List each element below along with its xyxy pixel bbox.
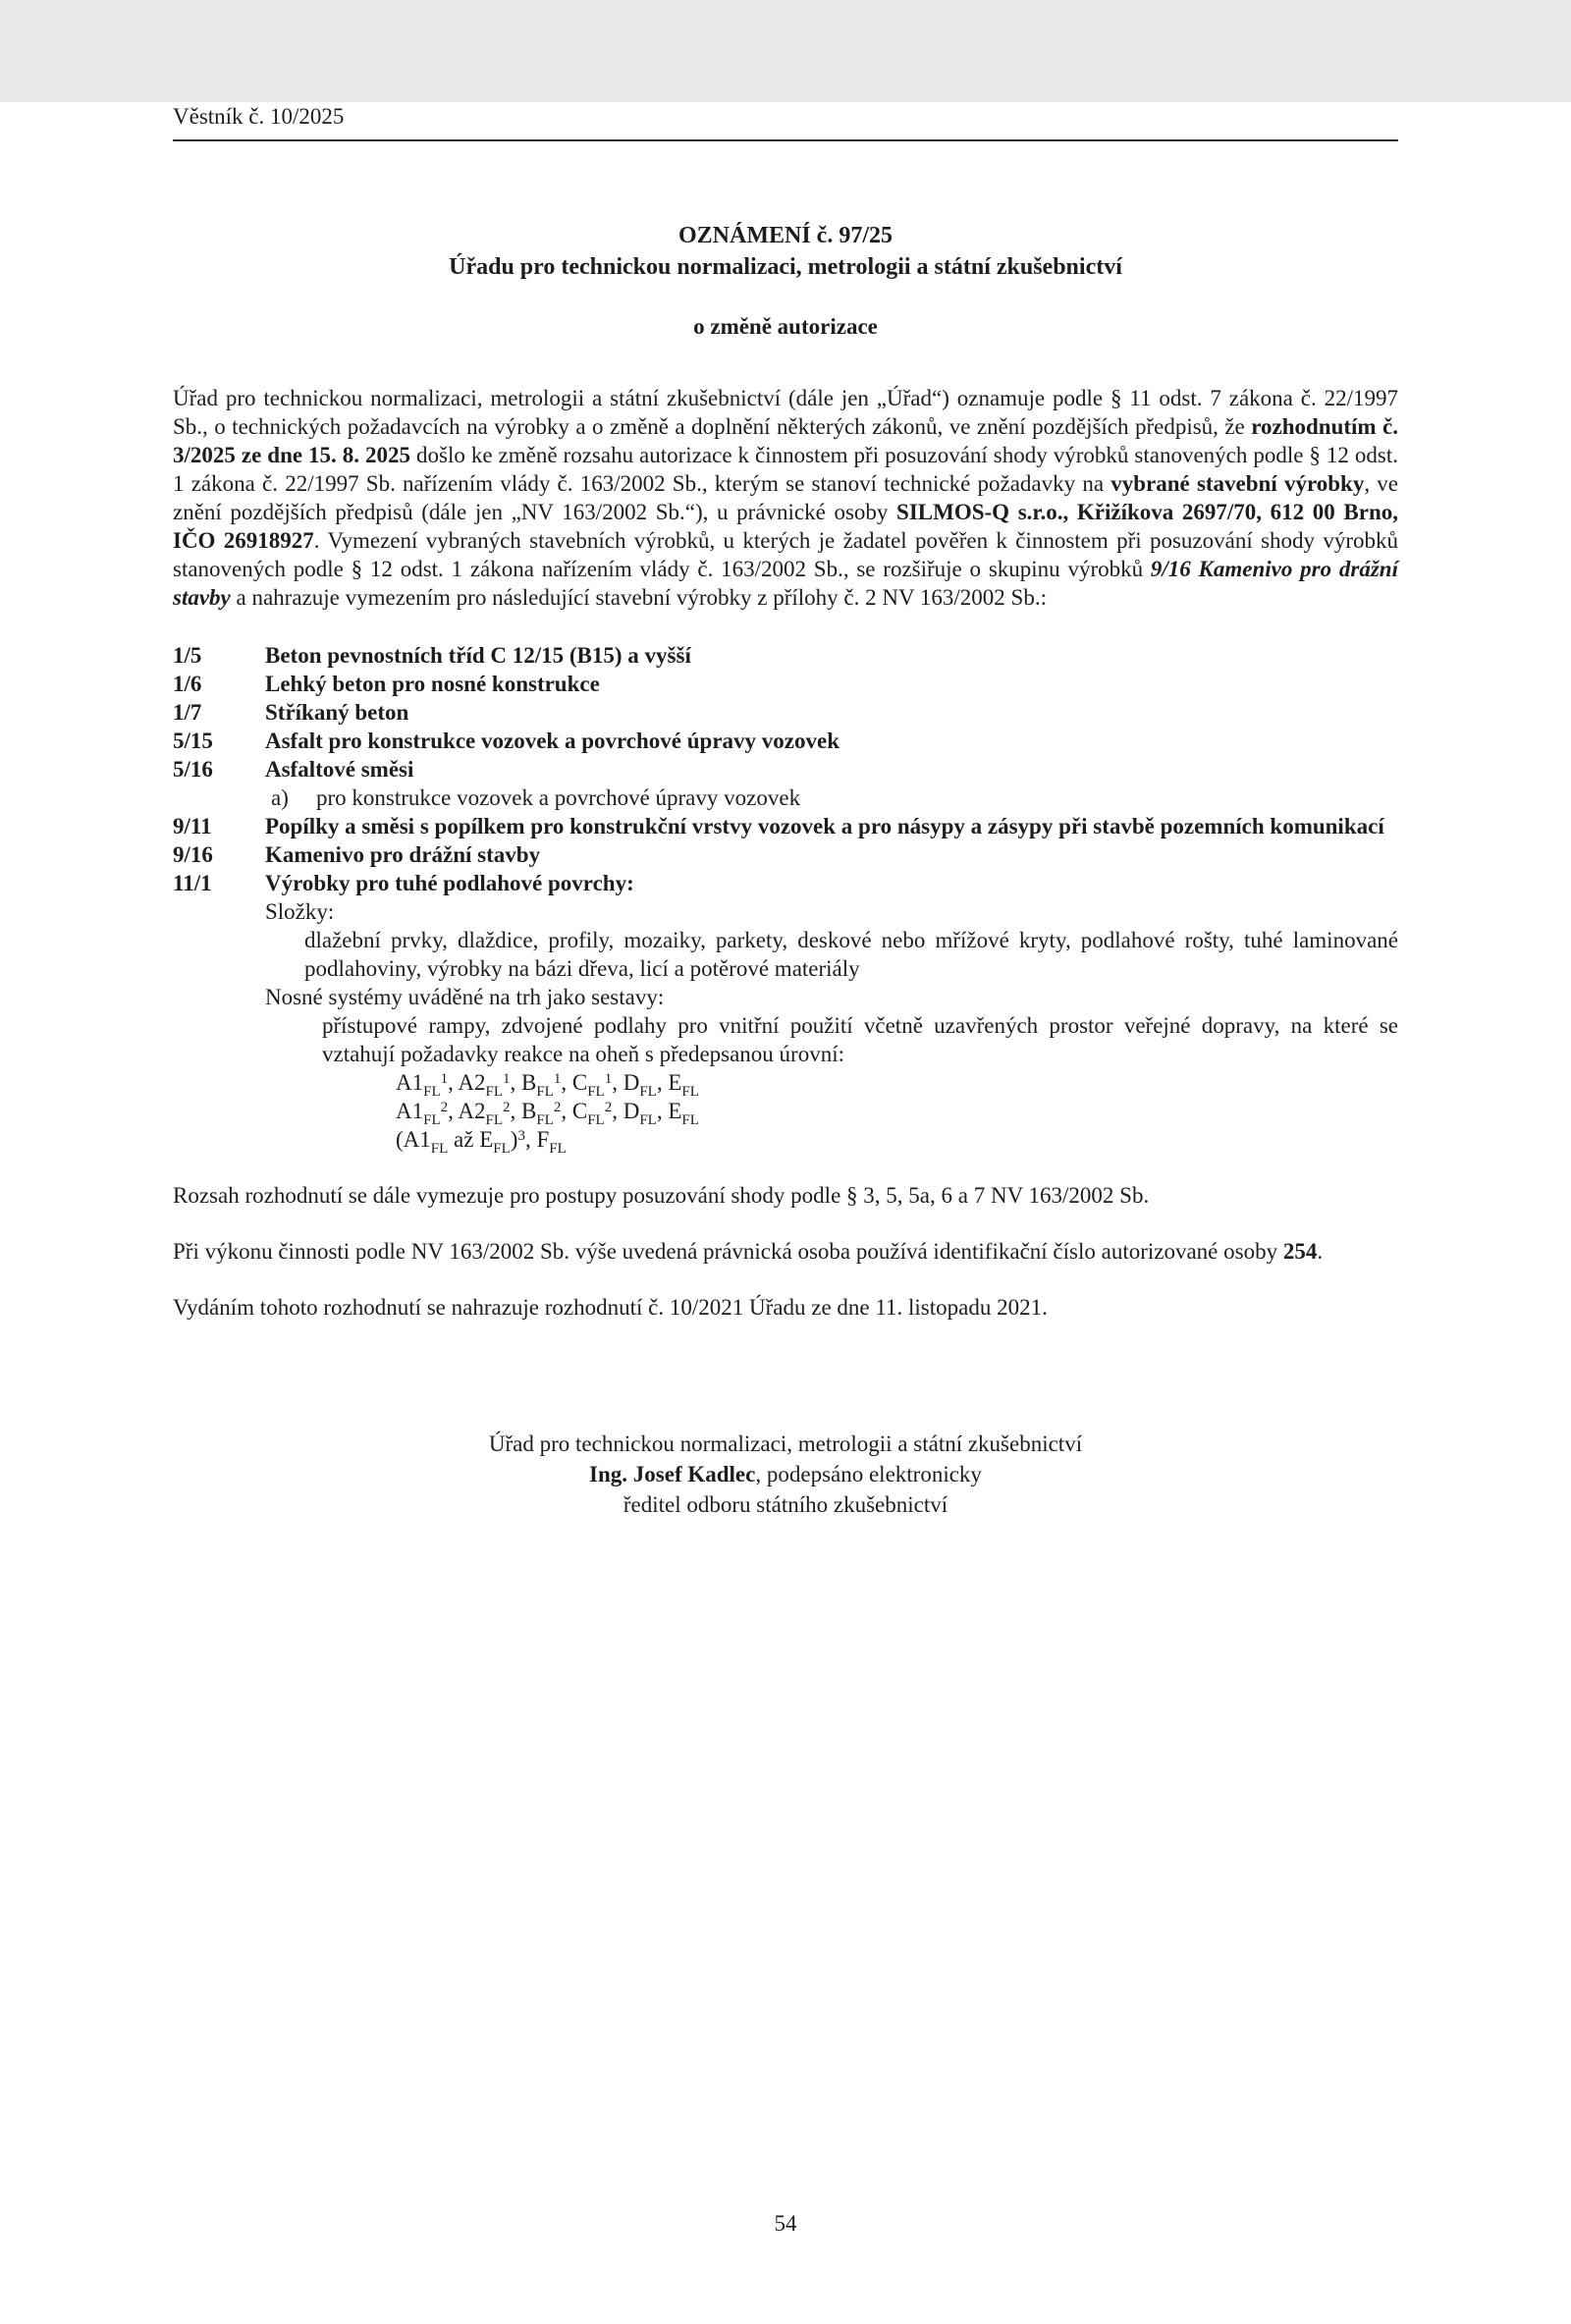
item-label: Asfaltové směsi — [265, 757, 414, 782]
item-11-1-details — [265, 897, 1398, 1157]
list-item — [173, 755, 1398, 784]
signature-block — [173, 1429, 1398, 1520]
list-item — [173, 869, 1398, 897]
systems-label: Nosné systémy uváděné na trh jako sestavy: — [265, 985, 665, 1009]
item-label: Kamenivo pro drážní stavby — [265, 842, 541, 867]
systems-text: přístupové rampy, zdvojené podlahy pro vnitřní použití včetně uzavřených prostor veřejné dopravy, na které se vztahují požadavky reakce na oheň s předepsanou úrovní: — [322, 1013, 1398, 1066]
list-item — [173, 641, 1398, 670]
item-number: 5/16 — [173, 757, 213, 782]
list-item — [173, 727, 1398, 755]
components-label: Složky: — [265, 899, 335, 924]
fire-class-line: $A1_{FL}^2$, $A2_{FL}^2$, $B_{FL}^2$, $C_{FL}^2$, $D_{FL}$, $E_{FL}$ — [396, 1099, 699, 1128]
notice-number: OZNÁMENÍ č. 97/25 — [678, 223, 893, 248]
journal-title: Věstník č. 10/2025 — [173, 104, 345, 129]
item-number: 1/7 — [173, 700, 202, 725]
signature-name-line: Ing. Josef Kadlec, podepsáno elektronicky — [589, 1462, 982, 1486]
sub-item-marker: a) — [271, 785, 289, 810]
list-item — [173, 840, 1398, 869]
item-label: Stříkaný beton — [265, 700, 409, 725]
item-label: Výrobky pro tuhé podlahové povrchy: — [265, 871, 634, 895]
notice-authority: Úřadu pro technickou normalizaci, metrologii a státní zkušebnictví — [449, 254, 1122, 280]
components-text: dlažební prvky, dlaždice, profily, mozaiky, parkety, deskové nebo mřížové kryty, podlahové rošty, tuhé laminované podlahoviny, výrobky na bázi dřeva, licí a potěrové materiály — [304, 928, 1398, 981]
sub-item-text: pro konstrukce vozovek a povrchové úpravy vozovek — [316, 785, 801, 810]
item-number: 11/1 — [173, 871, 212, 895]
item-number: 9/11 — [173, 814, 212, 838]
closing-paragraph-id-number: Při výkonu činnosti podle NV 163/2002 Sb. výše uvedená právnická osoba používá identifikační číslo autorizované osoby 254. — [173, 1239, 1324, 1264]
closing-paragraph-replacement: Vydáním tohoto rozhodnutí se nahrazuje rozhodnutí č. 10/2021 Úřadu ze dne 11. listopadu 2021. — [173, 1295, 1048, 1320]
item-number: 9/16 — [173, 842, 213, 867]
item-number: 5/15 — [173, 729, 213, 753]
list-sub-item — [271, 784, 1398, 812]
list-item — [173, 670, 1398, 698]
closing-paragraph-scope: Rozsah rozhodnutí se dále vymezuje pro postupy posuzování shody podle § 3, 5, 5a, 6 a 7 NV 163/2002 Sb. — [173, 1183, 1150, 1208]
signature-authority: Úřad pro technickou normalizaci, metrologii a státní zkušebnictví — [488, 1432, 1083, 1456]
product-list — [173, 641, 1398, 1157]
notice-subject: o změně autorizace — [693, 314, 878, 339]
item-number: 1/6 — [173, 672, 202, 696]
intro-paragraph: Úřad pro technickou normalizaci, metrologii a státní zkušebnictví (dále jen „Úřad“) oznamuje podle § 11 odst. 7 zákona č. 22/1997 Sb., o technických požadavcích na výrobky a o změně a doplnění některých zákonů, ve znění pozdějších předpisů, že rozhodnutím č. 3/2025 ze dne 15. 8. 2025 došlo ke změně rozsahu autorizace k činnostem při posuzování shody výrobků stanovených podle § 12 odst. 1 zákona č. 22/1997 Sb. nařízením vlády č. 163/2002 Sb., kterým se stanoví technické požadavky na vybrané stavební výrobky, ve znění pozdějších předpisů (dále jen „NV 163/2002 Sb.“), u právnické osoby SILMOS-Q s.r.o., Křižíkova 2697/70, 612 00 Brno, IČO 26918927. Vymezení vybraných stavebních výrobků, u kterých je žadatel pověřen k činnostem při posuzování shody výrobků stanovených podle § 12 odst. 1 zákona nařízením vlády č. 163/2002 Sb., se rozšiřuje o skupinu výrobků 9/16 Kamenivo pro drážní stavby a nahrazuje vymezením pro následující stavební výrobky z přílohy č. 2 NV 163/2002 Sb.: — [173, 386, 1398, 610]
item-label: Asfalt pro konstrukce vozovek a povrchové úpravy vozovek — [265, 729, 840, 753]
signature-role: ředitel odboru státního zkušebnictví — [623, 1492, 948, 1517]
item-label: Popílky a směsi s popílkem pro konstrukční vrstvy vozovek a pro násypy a zásypy při stavbě pozemních komunikací — [265, 814, 1384, 838]
list-item — [173, 698, 1398, 727]
item-number: 1/5 — [173, 643, 202, 668]
list-item — [173, 812, 1398, 840]
page-number: 54 — [774, 2211, 797, 2236]
item-label: Lehký beton pro nosné konstrukce — [265, 672, 600, 696]
gazette-page — [0, 102, 1571, 2324]
item-label: Beton pevnostních tříd C 12/15 (B15) a vyšší — [265, 643, 691, 668]
fire-class-line: ($A1_{FL}$ až $E_{FL})^3$, $F_{FL}$ — [396, 1127, 567, 1157]
running-header — [173, 102, 1398, 141]
fire-class-line: $A1_{FL}^1$, $A2_{FL}^1$, $B_{FL}^1$, $C_{FL}^1$, $D_{FL}$, $E_{FL}$ — [396, 1070, 699, 1100]
notice-heading — [173, 220, 1398, 343]
